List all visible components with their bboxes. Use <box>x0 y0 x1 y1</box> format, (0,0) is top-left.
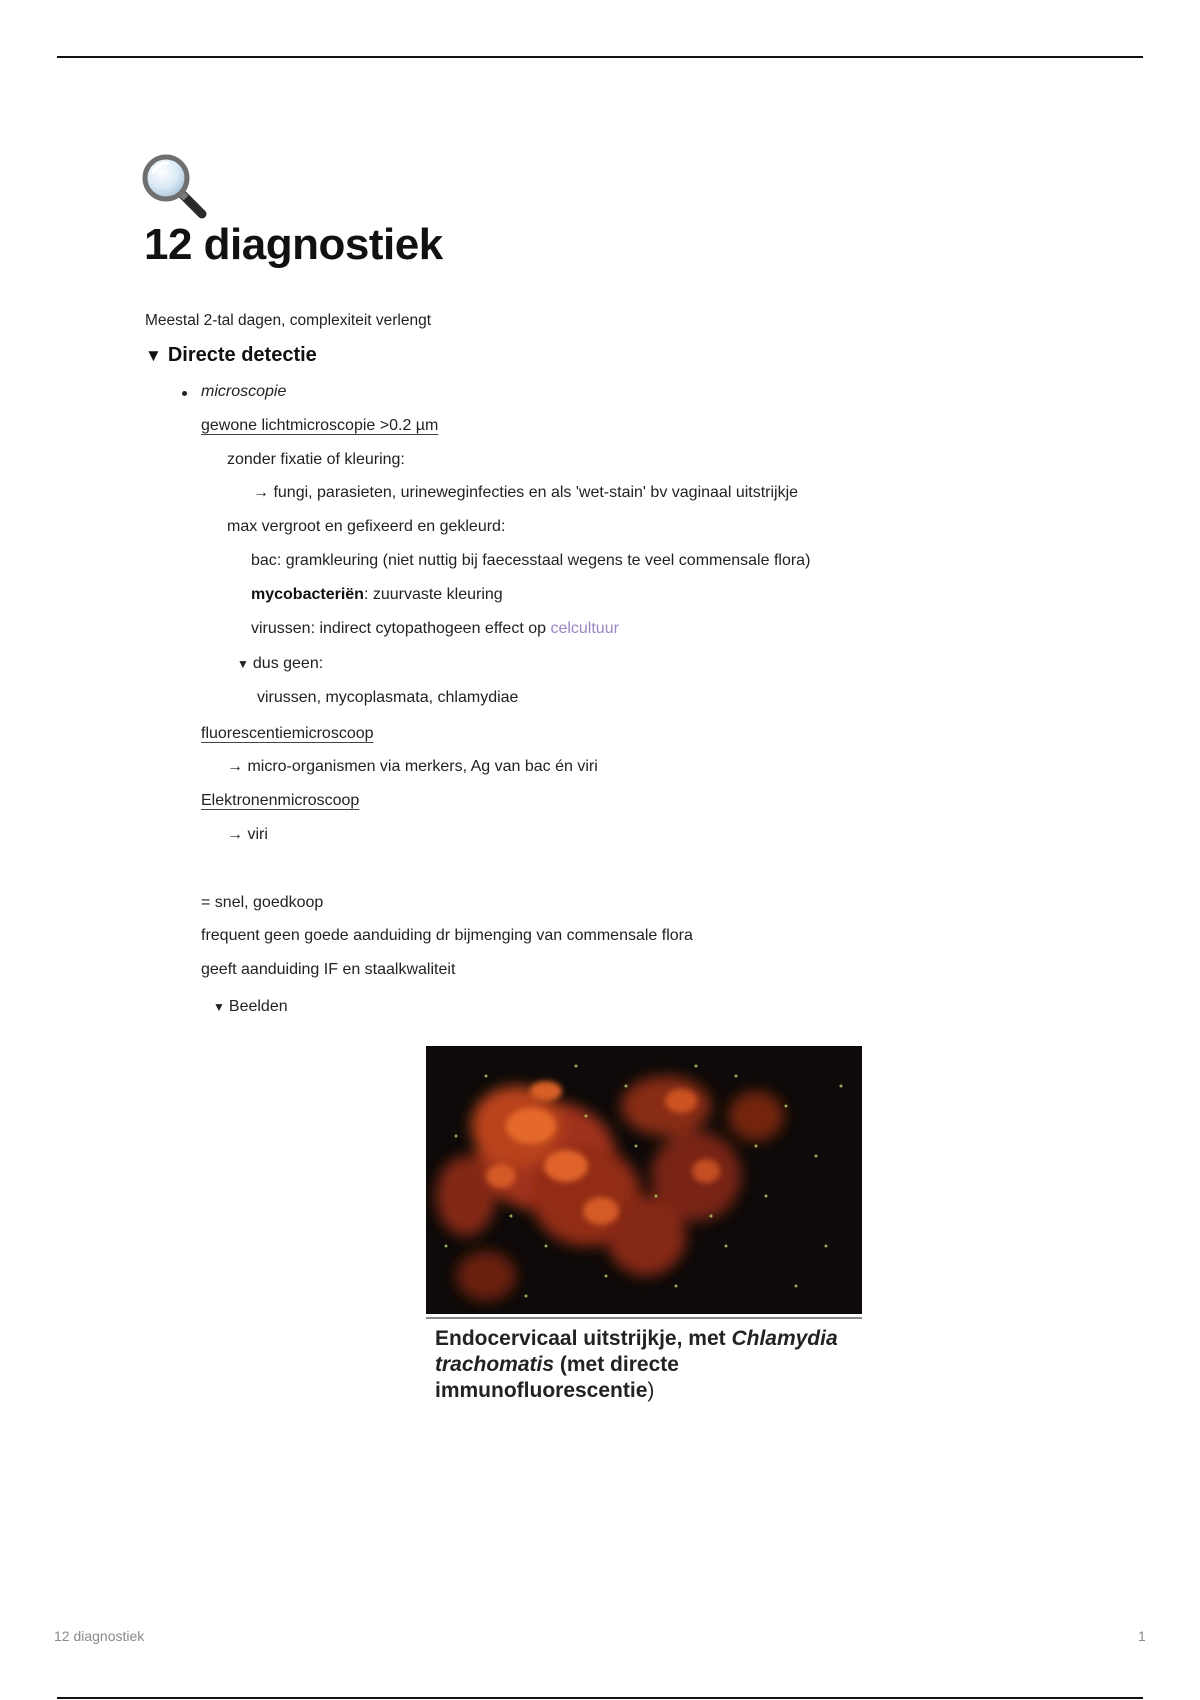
figure-caption <box>435 1326 855 1404</box>
text-zonder-fixatie: zonder fixatie of kleuring: <box>227 451 405 468</box>
caption-end: ) <box>647 1379 655 1402</box>
bullet-microscopie: microscopie <box>201 383 287 400</box>
text-micro-organismen: → micro-organismen via merkers, Ag van bac én viri <box>227 758 598 775</box>
heading-elektronenmicroscoop: Elektronenmicroscoop <box>201 792 360 809</box>
text-bac-gramkleuring: bac: gramkleuring (niet nuttig bij faecesstaal wegens te veel commensale flora) <box>251 552 811 569</box>
bullet-dot <box>182 391 187 396</box>
text-virussen <box>251 619 619 639</box>
heading-fluorescentiemicroscoop: fluorescentiemicroscoop <box>201 725 374 742</box>
caption-text: (met directe immunofluorescentie <box>435 1353 679 1402</box>
summary-line: frequent geen goede aanduiding dr bijmenging van commensale flora <box>201 927 693 944</box>
image-divider <box>426 1317 862 1319</box>
text-fungi: → fungi, parasieten, urineweginfecties en als 'wet-stain' bv vaginaal uitstrijkje <box>253 484 799 501</box>
caption-text: Endocervicaal uitstrijkje, met <box>435 1327 732 1350</box>
myco-rest: : zuurvaste kleuring <box>363 586 503 603</box>
summary-line: = snel, goedkoop <box>201 894 324 911</box>
toggle-beelden-label: Beelden <box>228 998 288 1015</box>
fluorescence-image <box>426 1046 862 1314</box>
toggle-triangle-icon: ▼ <box>237 657 249 671</box>
toggle-dus-geen[interactable] <box>237 654 323 674</box>
microscopy-image <box>426 1046 862 1314</box>
page-title: 12 diagnostiek <box>144 220 443 269</box>
toggle-beelden[interactable] <box>213 997 288 1017</box>
bottom-rule <box>57 1697 1143 1699</box>
footer-title: 12 diagnostiek <box>54 1628 145 1644</box>
toggle-triangle-icon: ▼ <box>213 1000 225 1014</box>
magnifying-glass-icon <box>140 152 210 222</box>
text-virussen-mycoplasmata: virussen, mycoplasmata, chlamydiae <box>257 689 519 706</box>
footer-page-number: 1 <box>1138 1628 1146 1644</box>
top-rule <box>57 56 1143 58</box>
toggle-triangle-icon: ▼ <box>145 346 162 365</box>
text-mycobacterien <box>251 585 503 605</box>
toggle-dus-geen-label: dus geen: <box>252 655 324 672</box>
heading-lichtmicroscopie: gewone lichtmicroscopie >0.2 µm <box>201 417 439 434</box>
myco-bold: mycobacteriën <box>251 586 364 603</box>
toggle-directe-detectie[interactable] <box>145 344 317 367</box>
link-celcultuur[interactable]: celcultuur <box>550 620 619 637</box>
summary-line: geeft aanduiding IF en staalkwaliteit <box>201 961 456 978</box>
section-heading: Directe detectie <box>167 344 317 366</box>
text-max-vergroot: max vergroot en gefixeerd en gekleurd: <box>227 518 506 535</box>
text-viri: → viri <box>227 826 268 843</box>
virus-prefix: virussen: indirect cytopathogeen effect op <box>251 620 551 637</box>
caption-italic: Chlamydia trachomatis <box>435 1327 838 1376</box>
intro-text: Meestal 2-tal dagen, complexiteit verlengt <box>145 312 432 329</box>
